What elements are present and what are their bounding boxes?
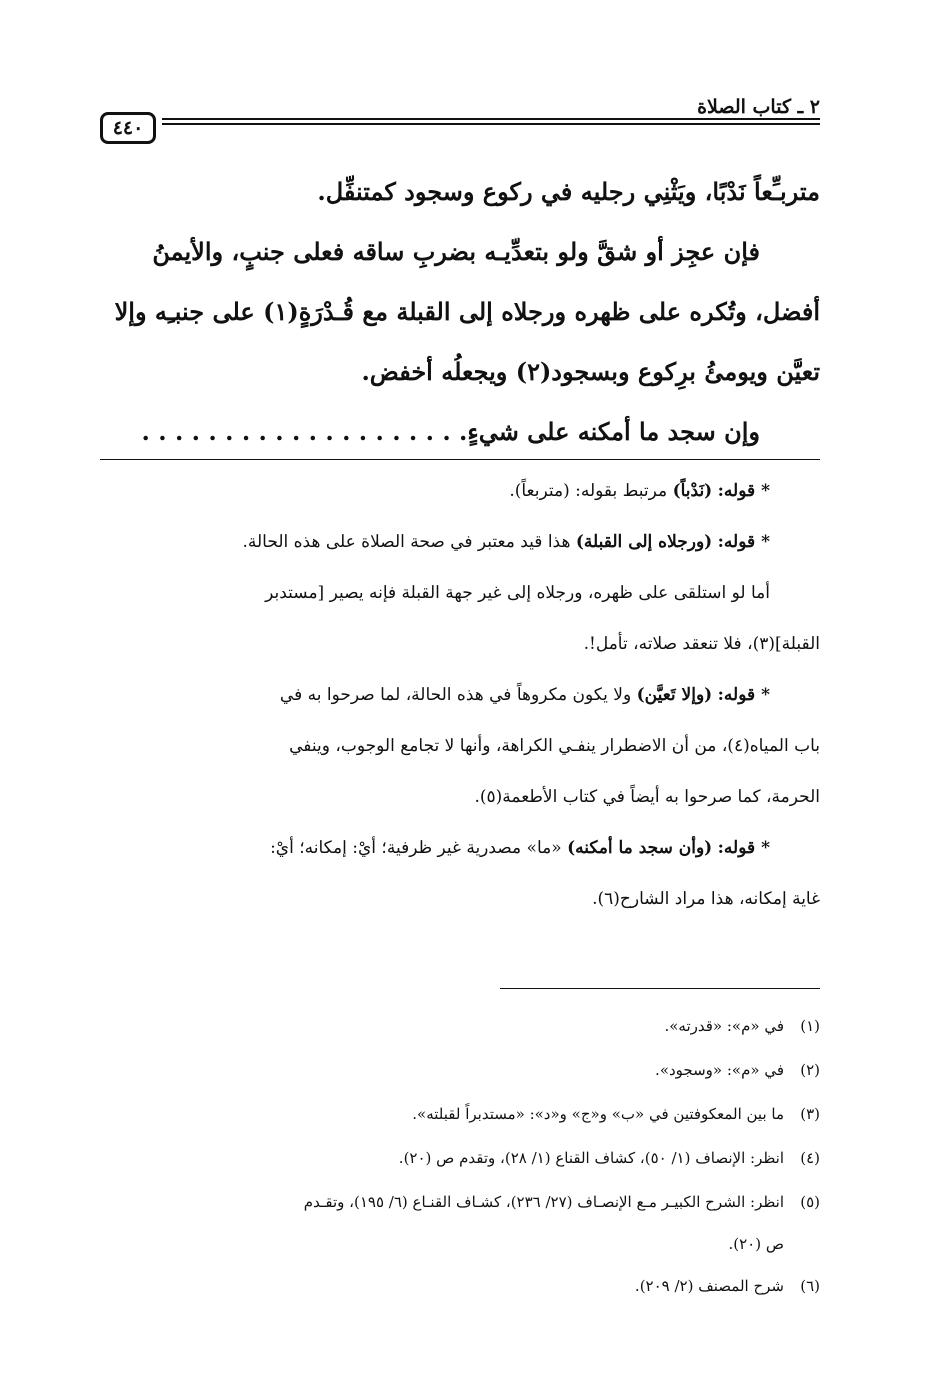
footnote-number: (١) [800,1017,820,1035]
footnote [100,1048,820,1092]
page-header [100,96,820,152]
matn-line: وإن سجد ما أمكنه على شيءٍ. . . . . . . . . . . . . . . . . . . . [141,417,760,446]
matn-line: متربـِّعاً نَدْبًا، ويَثْنِي رجليه في ركوع وسجود كمتنفِّل. [317,177,820,206]
commentary-text: «ما» مصدرية غير ظرفية؛ أيْ: إمكانه؛ أيْ: [270,838,562,858]
quoted-phrase: (وأن سجد ما أمكنه) [567,838,713,858]
footnote-text: في «م»: «قدرته». [664,1017,784,1035]
footnote [100,1136,820,1180]
qawluhu-label: قوله: [717,685,756,705]
commentary-line: أما لو استلقى على ظهره، ورجلاه إلى غير جهة القبلة فإنه يصير [مستدبر [265,583,770,603]
matn-line: تعيَّن ويومئُ برِكوع وبسجود(٢) ويجعلُه أخفض. [361,357,820,386]
footnote-number: (٣) [800,1105,820,1123]
footnote-number: (٦) [800,1277,820,1295]
commentary-line: باب المياه(٤)، من أن الاضطرار ينفـي الكراهة، وأنها لا تجامع الوجوب، وينفي [289,736,820,756]
qawluhu-label: قوله: [717,838,756,858]
qawluhu-label: قوله: [717,481,756,501]
commentary-line: غاية إمكانه، هذا مراد الشارح(٦). [592,889,820,909]
star-marker: * [761,685,770,705]
commentary-paragraph [100,823,820,874]
star-marker: * [761,481,770,501]
commentary-line: القبلة](٣)، فلا تنعقد صلاته، تأمل!. [583,634,820,654]
footnote-rule [500,988,820,989]
footnote-text: انظر: الإنصاف (١/ ٥٠)، كشاف القناع (١/ ٢٨)، وتقدم ص (٢٠). [398,1149,784,1167]
commentary-text: ولا يكون مكروهاً في هذه الحالة، لما صرحوا به في [279,685,632,705]
running-title: ٢ ـ كتاب الصلاة [697,96,820,118]
footnote [100,1092,820,1136]
footnote-text: انظر: الشرح الكبيـر مـع الإنصـاف (٢٧/ ٢٣٦)، كشـاف القنـاع (٦/ ١٩٥)، وتقـدم [303,1193,784,1211]
footnote [100,1180,820,1224]
footnotes [100,1004,820,1308]
matn-line: أفضل، وتُكره على ظهره ورجلاه إلى القبلة مع قُـدْرَةٍ(١) على جنبـِه وإلا [114,297,820,326]
matn-divider [100,459,820,460]
footnote [100,1004,820,1048]
commentary [100,466,820,925]
footnote-text: ما بين المعكوفتين في «ب» و«ج» و«د»: «مستدبراً لقبلته». [412,1105,784,1123]
matn-line: فإن عجِز أو شقَّ ولو بتعدِّيـه بضربِ ساقه فعلى جنبٍ، والأيمنُ [152,237,760,266]
commentary-text: مرتبط بقوله: (متربعاً). [509,481,668,501]
footnote [100,1264,820,1308]
commentary-paragraph [100,670,820,721]
header-double-rule [162,118,820,125]
commentary-paragraph [100,466,820,517]
commentary-text: هذا قيد معتبر في صحة الصلاة على هذه الحالة. [242,532,571,552]
footnote-number: (٤) [800,1149,820,1167]
quoted-phrase: (وإلا تَعيَّن) [636,685,713,705]
footnote-number: (٥) [800,1193,820,1211]
page-number-badge: ٤٤٠ [100,112,156,144]
commentary-paragraph [100,517,820,568]
footnote-continuation: ص (٢٠). [728,1235,784,1253]
quoted-phrase: (نَدْباً) [672,481,713,501]
footnote-number: (٢) [800,1061,820,1079]
qawluhu-label: قوله: [717,532,756,552]
main-text [100,162,820,462]
footnote-text: شرح المصنف (٢/ ٢٠٩). [634,1277,784,1295]
footnote-text: في «م»: «وسجود». [655,1061,784,1079]
commentary-line: الحرمة، كما صرحوا به أيضاً في كتاب الأطعمة(٥). [474,787,820,807]
quoted-phrase: (ورجلاه إلى القبلة) [575,532,713,552]
star-marker: * [761,532,770,552]
star-marker: * [761,838,770,858]
